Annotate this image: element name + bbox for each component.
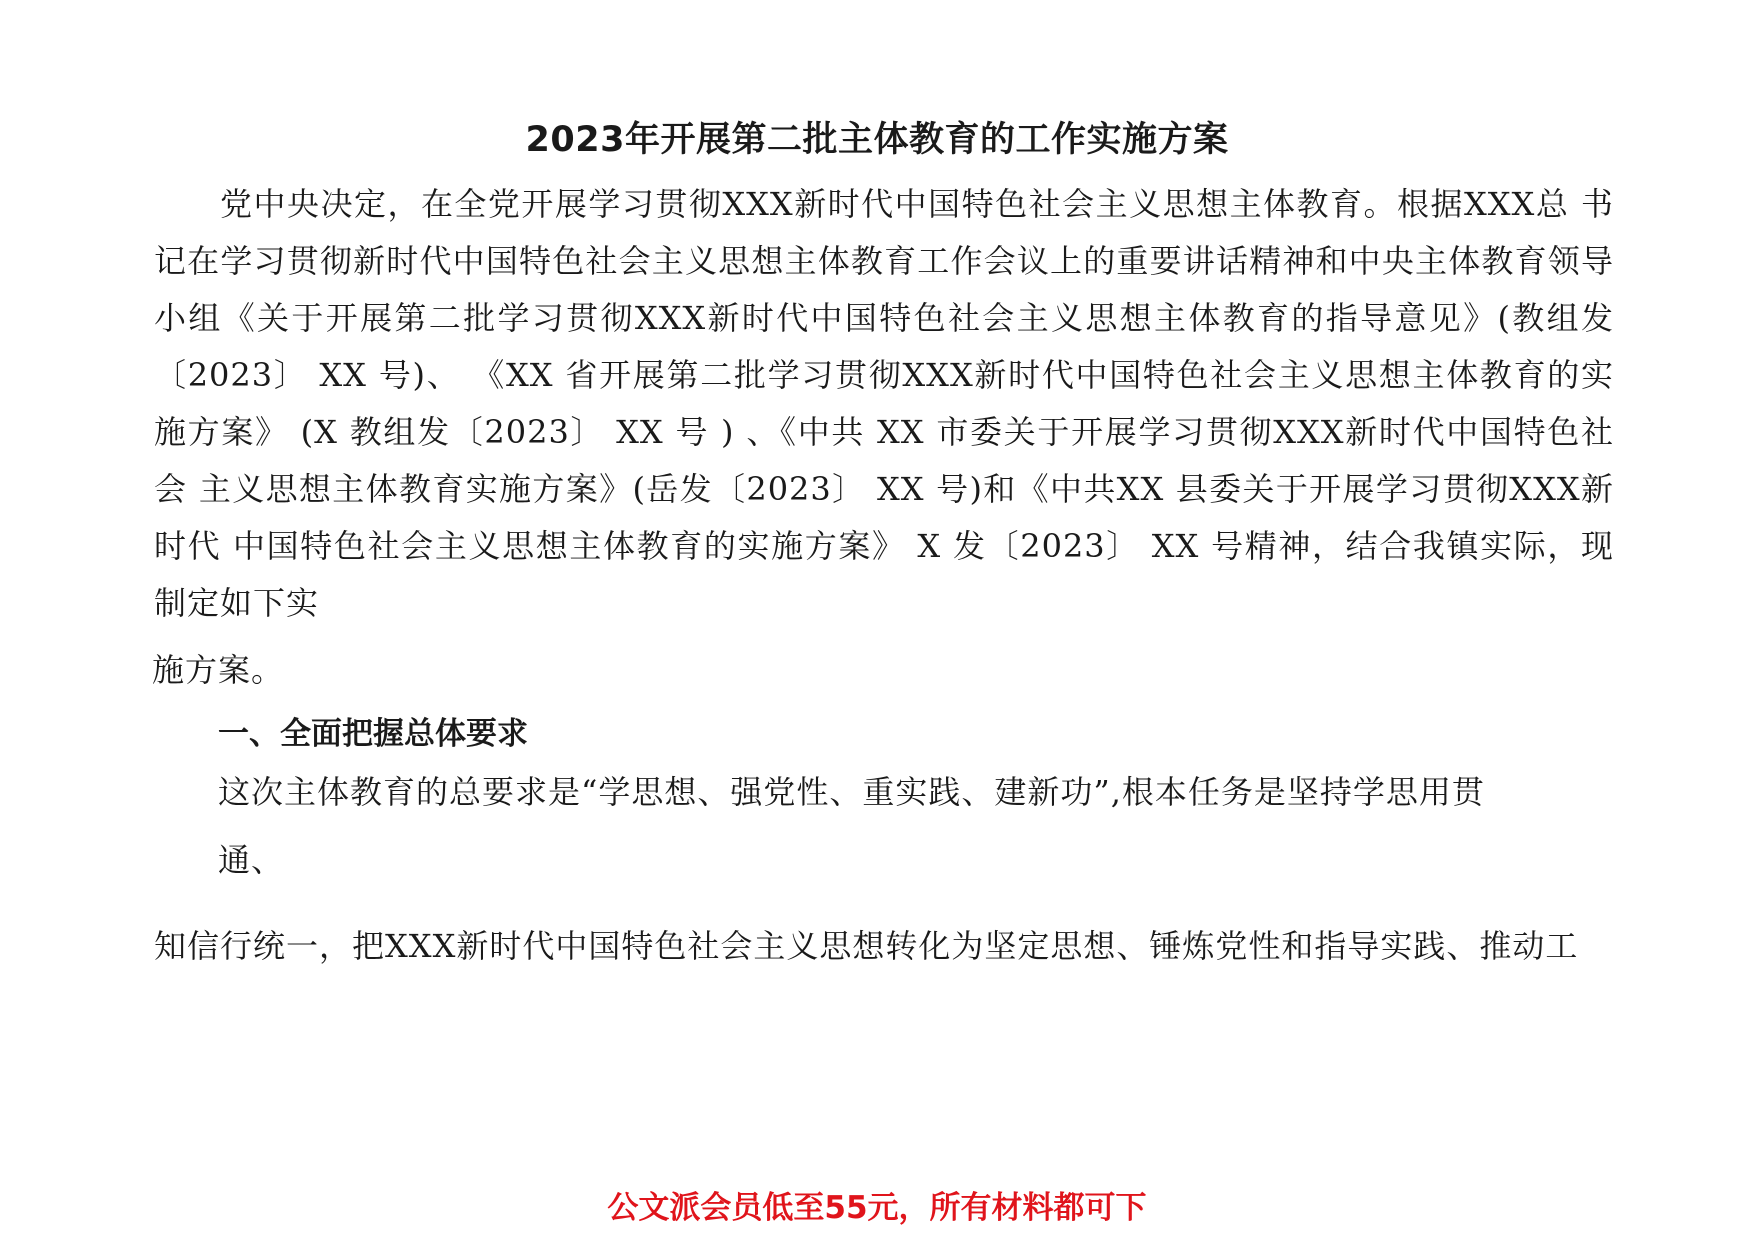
continuation-paragraph: 知信行统一，把XXX新时代中国特色社会主义思想转化为坚定思想、锤炼党性和指导实践、推动工 [154, 927, 1579, 965]
section-heading-1: 一、全面把握总体要求 [218, 716, 528, 752]
intro-paragraph: 党中央决定，在全党开展学习贯彻XXX新时代中国特色社会主义思想主体教育。根据XXX总 书记在学习贯彻新时代中国特色社会主义思想主体教育工作会议上的重要讲话精神和中央主体教育领导小组《关于开展第二批学习贯彻XXX新时代中国特色社会主义思想主体教育的指导意见》(教组发〔2023〕 XX 号)、 《XX 省开展第二批学习贯彻XXX新时代中国特色社会主义思想主体教育的实 施方案》 (X 教组发〔2023〕 XX 号 ) 、《中共 XX 市委关于开展学习贯彻XXX新时代中国特色社会 主义思想主体教育实施方案》(岳发〔2023〕 XX 号)和《中共XX 县委关于开展学习贯彻XXX新时代 中国特色社会主义思想主体教育的实施方案》 X 发〔2023〕 XX 号精神，结合我镇实际，现制定如下实 [154, 185, 1614, 622]
document-title: 2023年开展第二批主体教育的工作实施方案 [525, 120, 1229, 160]
membership-promo-banner[interactable]: 公文派会员低至55元，所有材料都可下 [607, 1190, 1147, 1226]
requirements-paragraph-line1: 这次主体教育的总要求是“学思想、强党性、重实践、建新功”,根本任务是坚持学思用贯 [218, 773, 1485, 811]
requirements-paragraph-line2: 通、 [218, 841, 285, 879]
intro-paragraph-tail: 施方案。 [152, 651, 285, 689]
